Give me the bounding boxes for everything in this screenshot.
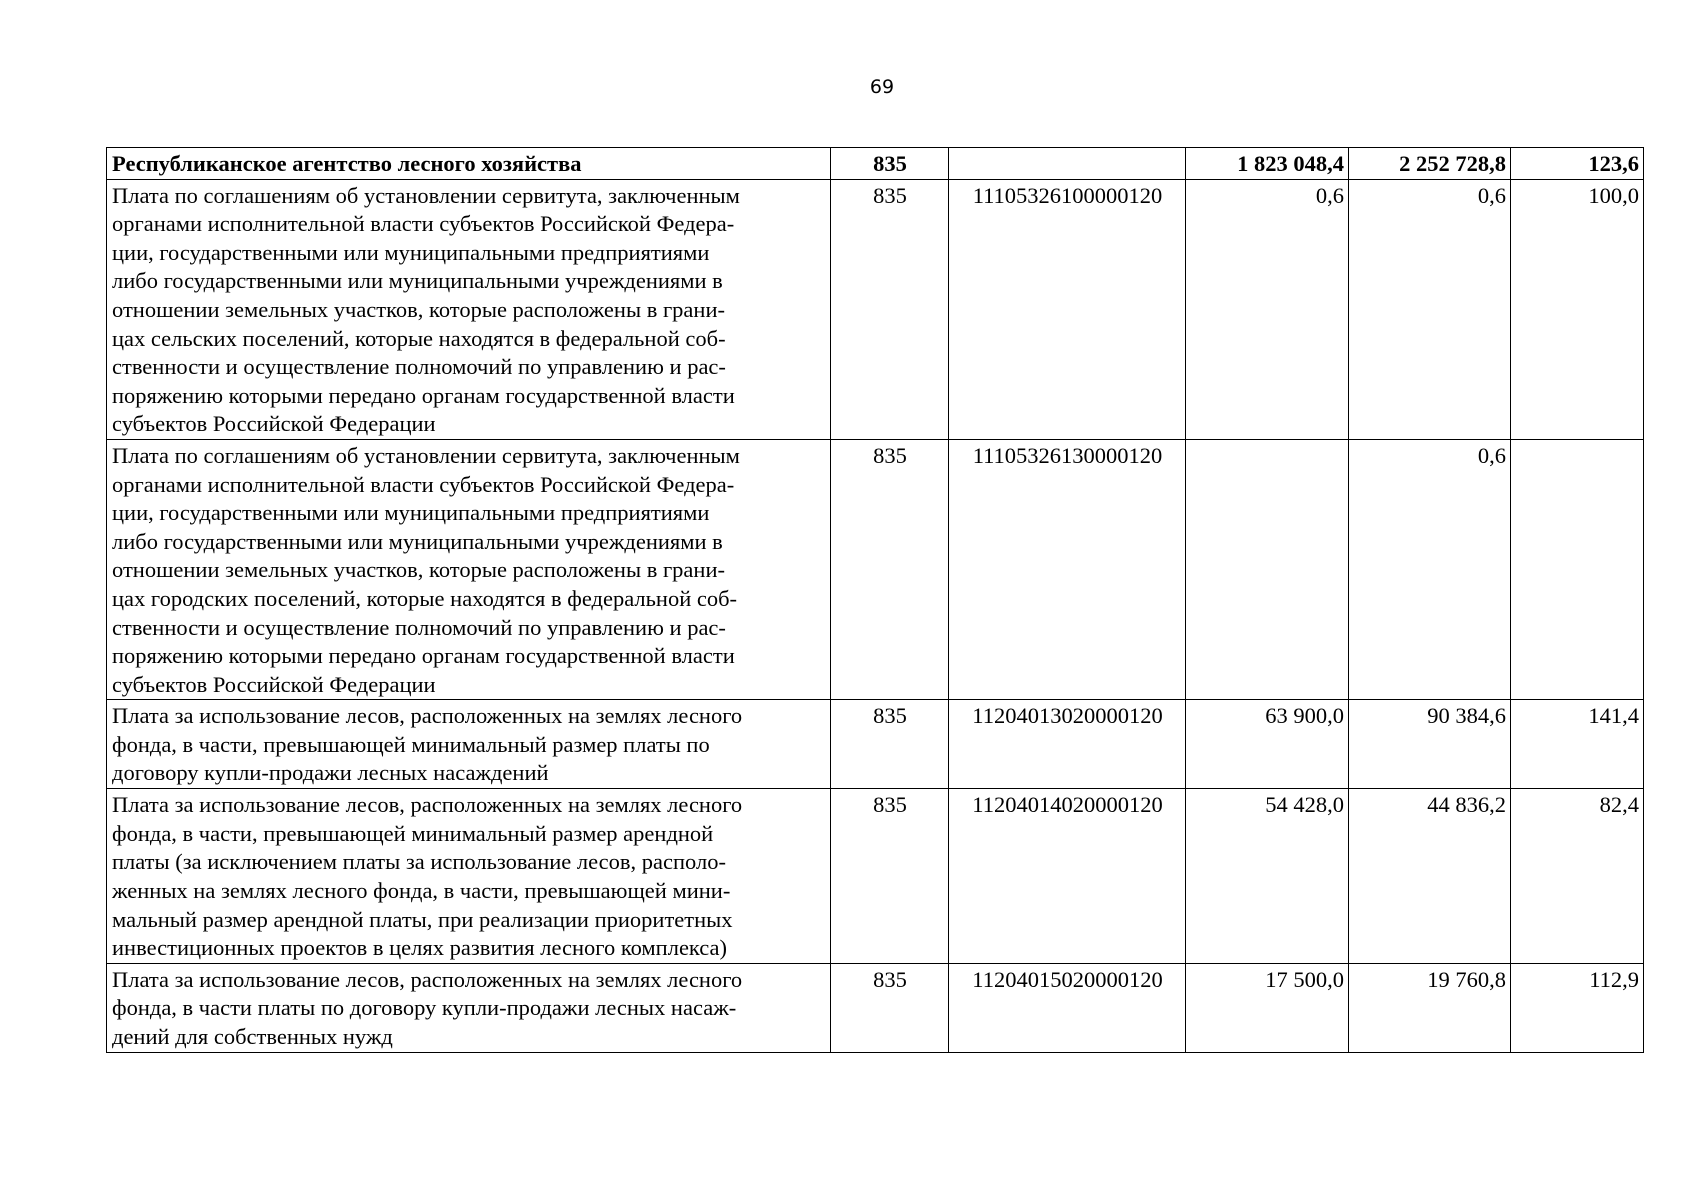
plan-value: 0,6 (1186, 179, 1349, 439)
description-line: мальный размер арендной платы, при реализации приоритетных (112, 906, 733, 932)
percent-value: 123,6 (1511, 148, 1644, 180)
percent-value (1511, 439, 1644, 699)
budget-code (949, 148, 1186, 180)
budget-code: 11204015020000120 (949, 963, 1186, 1052)
admin-code: 835 (831, 439, 949, 699)
percent-value: 82,4 (1511, 789, 1644, 964)
description-line: либо государственными или муниципальными учреждениями в (112, 268, 723, 294)
description-line: платы (за исключением платы за использование лесов, располо- (112, 849, 726, 875)
description-line: ственности и осуществление полномочий по управлению и рас- (112, 354, 726, 380)
percent-value: 112,9 (1511, 963, 1644, 1052)
description-line: фонда, в части, превышающей минимальный размер платы по (112, 731, 710, 757)
description-line: цах городских поселений, которые находятся в федеральной соб- (112, 585, 738, 611)
plan-value: 17 500,0 (1186, 963, 1349, 1052)
actual-value: 2 252 728,8 (1349, 148, 1511, 180)
percent-value: 100,0 (1511, 179, 1644, 439)
description-line: цах сельских поселений, которые находятся в федеральной соб- (112, 325, 726, 351)
budget-code: 11204014020000120 (949, 789, 1186, 964)
percent-value: 141,4 (1511, 700, 1644, 789)
budget-code: 11204013020000120 (949, 700, 1186, 789)
description-line: договору купли-продажи лесных насаждений (112, 760, 549, 786)
description-line: ции, государственными или муниципальными предприятиями (112, 239, 710, 265)
description-line: дений для собственных нужд (112, 1024, 393, 1050)
description-line: ции, государственными или муниципальными предприятиями (112, 500, 710, 526)
description-line: ственности и осуществление полномочий по управлению и рас- (112, 614, 726, 640)
description-line: Плата по соглашениям об установлении сервитута, заключенным (112, 442, 740, 468)
plan-value: 1 823 048,4 (1186, 148, 1349, 180)
table-row (107, 439, 1644, 699)
description-line: поряжению которыми передано органам государственной власти (112, 382, 735, 408)
description-line: органами исполнительной власти субъектов Российской Федера- (112, 211, 735, 237)
description-line: отношении земельных участков, которые расположены в грани- (112, 557, 725, 583)
description-line: Плата за использование лесов, расположенных на землях лесного (112, 703, 743, 729)
description-line: органами исполнительной власти субъектов Российской Федера- (112, 471, 735, 497)
description-line: Плата по соглашениям об установлении сервитута, заключенным (112, 182, 740, 208)
plan-value (1186, 439, 1349, 699)
row-description (107, 789, 831, 964)
row-description (107, 439, 831, 699)
admin-code: 835 (831, 700, 949, 789)
table-row (107, 700, 1644, 789)
description-line: Плата за использование лесов, расположенных на землях лесного (112, 792, 743, 818)
description-line: фонда, в части платы по договору купли-продажи лесных насаж- (112, 995, 737, 1021)
row-description (107, 963, 831, 1052)
description-line: женных на землях лесного фонда, в части, превышающей мини- (112, 878, 731, 904)
description-line: фонда, в части, превышающей минимальный размер арендной (112, 820, 714, 846)
description-line: либо государственными или муниципальными учреждениями в (112, 528, 723, 554)
actual-value: 0,6 (1349, 179, 1511, 439)
actual-value: 44 836,2 (1349, 789, 1511, 964)
agency-name: Республиканское агентство лесного хозяйства (107, 148, 831, 180)
description-line: Плата за использование лесов, расположенных на землях лесного (112, 966, 743, 992)
admin-code: 835 (831, 179, 949, 439)
table-row (107, 963, 1644, 1052)
actual-value: 19 760,8 (1349, 963, 1511, 1052)
description-line: поряжению которыми передано органам государственной власти (112, 643, 735, 669)
actual-value: 0,6 (1349, 439, 1511, 699)
budget-code: 11105326100000120 (949, 179, 1186, 439)
admin-code: 835 (831, 148, 949, 180)
admin-code: 835 (831, 963, 949, 1052)
row-description (107, 700, 831, 789)
agency-total-row (107, 148, 1644, 180)
actual-value: 90 384,6 (1349, 700, 1511, 789)
description-line: субъектов Российской Федерации (112, 671, 436, 697)
admin-code: 835 (831, 789, 949, 964)
budget-code: 11105326130000120 (949, 439, 1186, 699)
row-description (107, 179, 831, 439)
revenue-table (106, 147, 1644, 1053)
description-line: субъектов Российской Федерации (112, 411, 436, 437)
plan-value: 63 900,0 (1186, 700, 1349, 789)
description-line: инвестиционных проектов в целях развития лесного комплекса) (112, 935, 728, 961)
page-number: 69 (869, 76, 895, 98)
table-row (107, 179, 1644, 439)
table-row (107, 789, 1644, 964)
description-line: отношении земельных участков, которые расположены в грани- (112, 296, 725, 322)
plan-value: 54 428,0 (1186, 789, 1349, 964)
